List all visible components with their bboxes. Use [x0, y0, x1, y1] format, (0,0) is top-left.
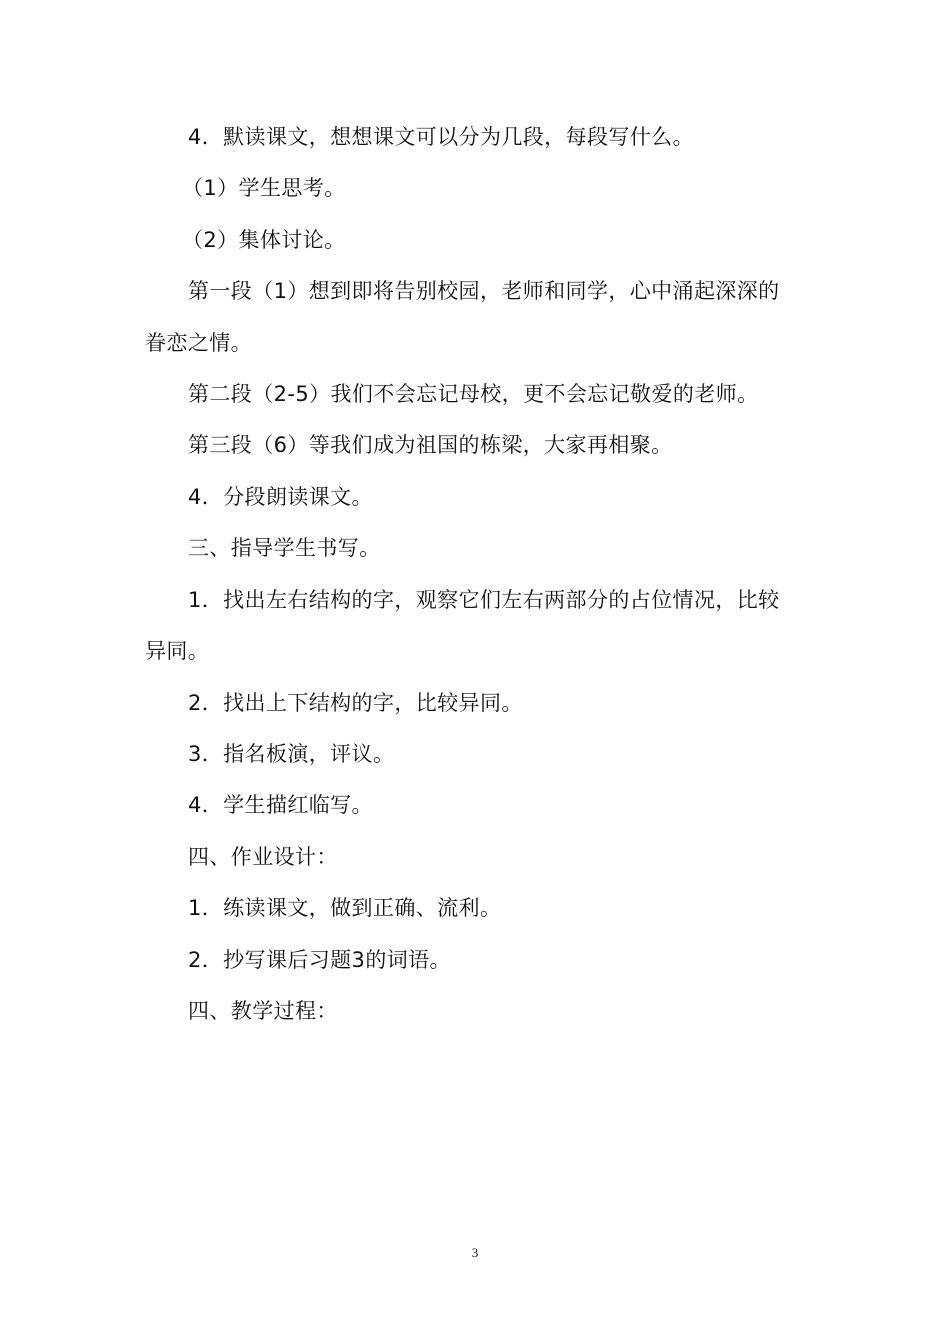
paragraph-writing-step-3: 3．指名板演，评议。	[188, 742, 395, 766]
paragraph-step-4-read-aloud: 4．分段朗读课文。	[188, 485, 373, 509]
page-number: 3	[471, 1245, 479, 1260]
paragraph-section-one-continued: 眷恋之情。	[145, 331, 252, 355]
heading-homework-design: 四、作业设计：	[188, 845, 338, 869]
paragraph-section-two: 第二段（2-5）我们不会忘记母校，更不会忘记敬爱的老师。	[188, 382, 759, 406]
paragraph-writing-step-4: 4．学生描红临写。	[188, 793, 373, 817]
heading-teaching-process: 四、教学过程：	[188, 999, 338, 1023]
paragraph-section-one: 第一段（1）想到即将告别校园，老师和同学，心中涌起深深的	[188, 279, 780, 303]
paragraph-writing-step-1: 1．找出左右结构的字，观察它们左右两部分的占位情况，比较	[188, 588, 780, 612]
paragraph-section-three: 第三段（6）等我们成为祖国的栋梁，大家再相聚。	[188, 433, 673, 457]
paragraph-writing-step-1-continued: 异同。	[145, 639, 210, 663]
paragraph-homework-1: 1．练读课文，做到正确、流利。	[188, 896, 502, 920]
paragraph-writing-step-2: 2．找出上下结构的字，比较异同。	[188, 691, 523, 715]
paragraph-student-thinking: （1）学生思考。	[182, 176, 346, 200]
paragraph-homework-2: 2．抄写课后习题3的词语。	[188, 948, 451, 972]
paragraph-group-discussion: （2）集体讨论。	[182, 228, 346, 252]
paragraph-step-4-silent-reading: 4．默读课文，想想课文可以分为几段，每段写什么。	[188, 125, 694, 149]
heading-writing-guidance: 三、指导学生书写。	[188, 536, 381, 560]
